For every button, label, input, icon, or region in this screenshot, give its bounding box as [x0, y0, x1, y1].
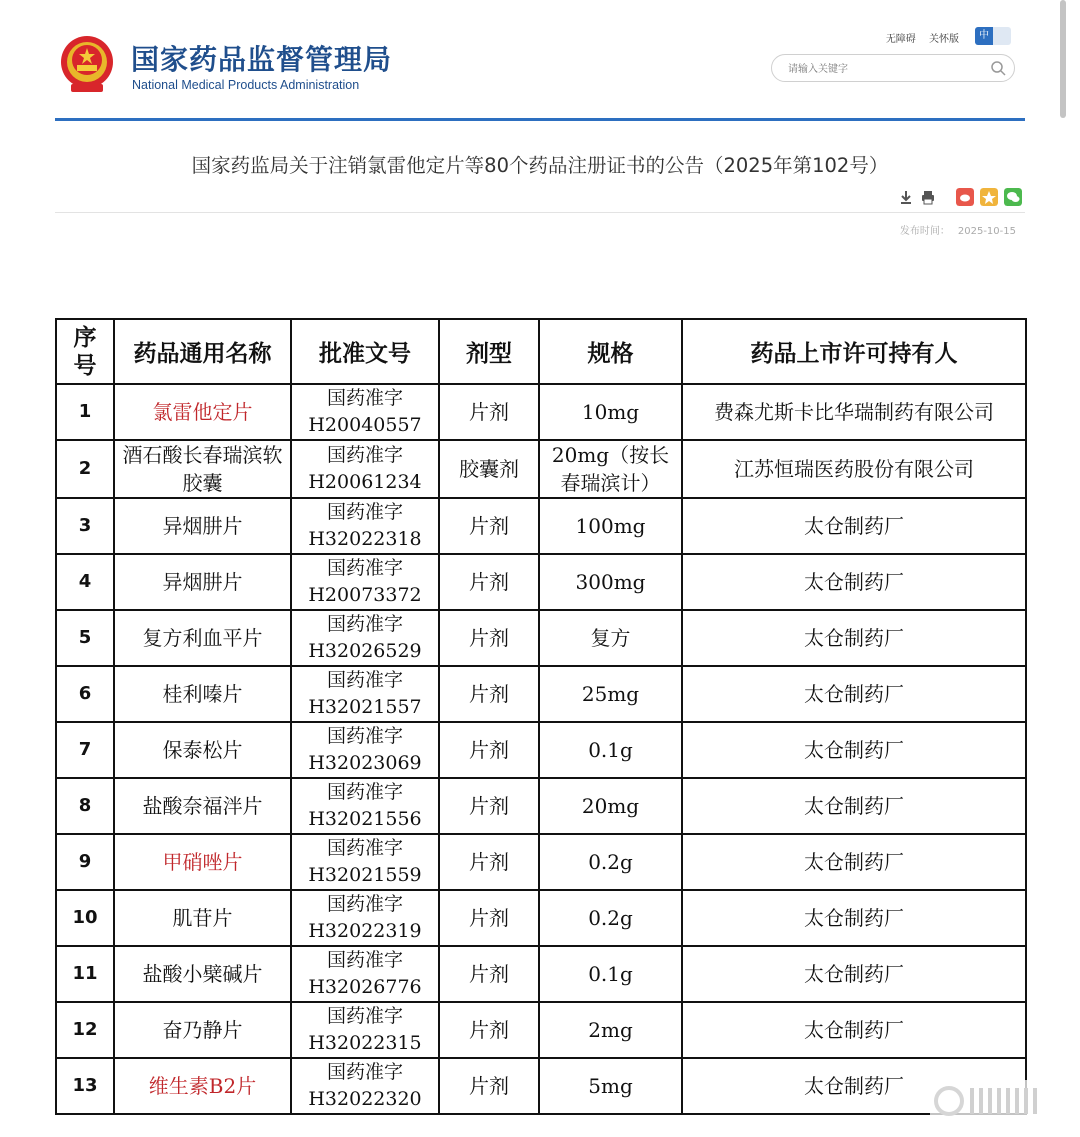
cell-spec: 0.2g [539, 834, 682, 890]
approval-prefix: 国药准字 [326, 949, 403, 971]
cell-seq: 8 [56, 778, 114, 834]
approval-number: H32022318 [308, 528, 422, 550]
cell-approval [291, 946, 439, 1002]
cell-holder: 太仓制药厂 [682, 722, 1026, 778]
approval-number: H32021559 [308, 864, 422, 886]
language-toggle[interactable] [975, 27, 1011, 45]
approval-prefix: 国药准字 [326, 837, 403, 859]
cell-spec: 0.1g [539, 946, 682, 1002]
approval-number: H32021557 [308, 696, 422, 718]
table-row [56, 498, 1026, 554]
approval-number: H32022320 [308, 1088, 422, 1110]
approval-prefix: 国药准字 [326, 893, 403, 915]
cell-dosage-form: 片剂 [439, 890, 539, 946]
site-title[interactable]: 国家药品监督管理局 [131, 43, 393, 76]
table-row [56, 890, 1026, 946]
cell-spec: 100mg [539, 498, 682, 554]
cell-dosage-form: 片剂 [439, 554, 539, 610]
watermark-bars [970, 1088, 1037, 1114]
approval-prefix: 国药准字 [326, 781, 403, 803]
table-row [56, 440, 1026, 498]
search-box[interactable] [771, 54, 1015, 82]
download-icon[interactable] [898, 189, 914, 205]
table-row [56, 1058, 1026, 1114]
cell-spec: 5mg [539, 1058, 682, 1114]
cell-seq: 7 [56, 722, 114, 778]
approval-prefix: 国药准字 [326, 725, 403, 747]
approval-number: H32026776 [308, 976, 422, 998]
approval-prefix: 国药准字 [326, 387, 403, 409]
cell-approval [291, 554, 439, 610]
cell-spec: 20mg（按长春瑞滨计） [539, 440, 682, 498]
cell-drug-name: 保泰松片 [114, 722, 291, 778]
cell-dosage-form: 胶囊剂 [439, 440, 539, 498]
header-divider [55, 118, 1025, 121]
cell-holder: 太仓制药厂 [682, 554, 1026, 610]
approval-number: H32022315 [308, 1032, 422, 1054]
cell-dosage-form: 片剂 [439, 778, 539, 834]
table-row [56, 834, 1026, 890]
cell-drug-name: 复方利血平片 [114, 610, 291, 666]
print-icon[interactable] [920, 189, 936, 205]
table-row [56, 554, 1026, 610]
cell-dosage-form: 片剂 [439, 722, 539, 778]
header-form: 剂型 [439, 319, 539, 384]
cell-seq: 4 [56, 554, 114, 610]
table-row [56, 946, 1026, 1002]
watermark [930, 1080, 1060, 1120]
publish-date-label: 发布时间： [899, 226, 950, 237]
cell-spec: 20mg [539, 778, 682, 834]
cell-approval [291, 890, 439, 946]
cell-approval [291, 778, 439, 834]
table-row [56, 722, 1026, 778]
site-subtitle: National Medical Products Administration [132, 78, 360, 92]
approval-prefix: 国药准字 [326, 557, 403, 579]
cell-approval [291, 384, 439, 440]
cell-dosage-form: 片剂 [439, 1058, 539, 1114]
cell-spec: 0.1g [539, 722, 682, 778]
cell-approval [291, 1002, 439, 1058]
header-name: 药品通用名称 [114, 319, 291, 384]
site-header [55, 30, 1025, 120]
cell-approval [291, 610, 439, 666]
cell-approval [291, 498, 439, 554]
approval-number: H32021556 [308, 808, 422, 830]
cell-drug-name: 肌苷片 [114, 890, 291, 946]
header-holder: 药品上市许可持有人 [682, 319, 1026, 384]
accessibility-link[interactable]: 无障碍 [885, 34, 916, 45]
elderly-mode-link[interactable]: 关怀版 [929, 34, 959, 45]
table-row [56, 666, 1026, 722]
header-seq-a: 序号 [73, 323, 97, 379]
cell-spec: 复方 [539, 610, 682, 666]
cell-dosage-form: 片剂 [439, 666, 539, 722]
cell-drug-name: 盐酸奈福泮片 [114, 778, 291, 834]
cell-seq: 1 [56, 384, 114, 440]
header-approval: 批准文号 [291, 319, 439, 384]
cell-drug-name: 奋乃静片 [114, 1002, 291, 1058]
table-header-row [56, 319, 1026, 384]
cell-holder: 太仓制药厂 [682, 834, 1026, 890]
cell-approval [291, 722, 439, 778]
cell-drug-name: 酒石酸长春瑞滨软胶囊 [114, 440, 291, 498]
approval-prefix: 国药准字 [326, 501, 403, 523]
cell-holder: 太仓制药厂 [682, 610, 1026, 666]
cell-dosage-form: 片剂 [439, 498, 539, 554]
cell-drug-name: 桂利嗪片 [114, 666, 291, 722]
approval-number: H20061234 [308, 471, 422, 493]
cell-holder: 太仓制药厂 [682, 666, 1026, 722]
cell-drug-name: 盐酸小檗碱片 [114, 946, 291, 1002]
cell-seq: 9 [56, 834, 114, 890]
cell-drug-name: 异烟肼片 [114, 498, 291, 554]
cell-seq: 11 [56, 946, 114, 1002]
cell-seq: 2 [56, 440, 114, 498]
cell-dosage-form: 片剂 [439, 610, 539, 666]
share-wechat-icon[interactable] [1004, 188, 1022, 206]
cell-dosage-form: 片剂 [439, 946, 539, 1002]
language-zh[interactable]: 中 [975, 27, 993, 45]
table-row [56, 1002, 1026, 1058]
cell-holder: 费森尤斯卡比华瑞制药有限公司 [682, 384, 1026, 440]
cell-holder: 太仓制药厂 [682, 1002, 1026, 1058]
approval-number: H32023069 [308, 752, 422, 774]
table-row [56, 384, 1026, 440]
cell-seq: 12 [56, 1002, 114, 1058]
cell-spec: 2mg [539, 1002, 682, 1058]
table-row [56, 778, 1026, 834]
cell-seq: 13 [56, 1058, 114, 1114]
cell-holder: 太仓制药厂 [682, 778, 1026, 834]
top-links [876, 30, 959, 45]
cell-spec: 25mg [539, 666, 682, 722]
cell-dosage-form: 片剂 [439, 384, 539, 440]
cell-holder: 江苏恒瑞医药股份有限公司 [682, 440, 1026, 498]
cell-drug-name: 异烟肼片 [114, 554, 291, 610]
approval-number: H32022319 [308, 920, 422, 942]
cell-seq: 6 [56, 666, 114, 722]
watermark-circle [934, 1086, 964, 1116]
cell-spec: 300mg [539, 554, 682, 610]
cell-approval [291, 440, 439, 498]
cell-holder: 太仓制药厂 [682, 890, 1026, 946]
article-divider [55, 212, 1025, 213]
publish-date [900, 222, 1016, 237]
cell-spec: 0.2g [539, 890, 682, 946]
approval-number: H20073372 [308, 584, 422, 606]
cell-seq: 5 [56, 610, 114, 666]
cell-approval [291, 834, 439, 890]
publish-date-value: 2025-10-15 [957, 226, 1016, 237]
cell-seq: 10 [56, 890, 114, 946]
header-spec: 规格 [539, 319, 682, 384]
approval-prefix: 国药准字 [326, 1005, 403, 1027]
cell-approval [291, 1058, 439, 1114]
cell-holder: 太仓制药厂 [682, 946, 1026, 1002]
cell-holder: 太仓制药厂 [682, 1058, 1026, 1114]
cell-holder: 太仓制药厂 [682, 498, 1026, 554]
cell-drug-name: 氯雷他定片 [114, 384, 291, 440]
cell-dosage-form: 片剂 [439, 834, 539, 890]
approval-prefix: 国药准字 [326, 613, 403, 635]
approval-number: H20040557 [308, 414, 422, 436]
approval-prefix: 国药准字 [326, 444, 403, 466]
article-title: 国家药监局关于注销氯雷他定片等80个药品注册证书的公告（2025年第102号） [191, 154, 889, 177]
approval-prefix: 国药准字 [326, 1061, 403, 1083]
table-row [56, 610, 1026, 666]
cell-drug-name: 甲硝唑片 [114, 834, 291, 890]
header-seq [56, 319, 114, 384]
approval-prefix: 国药准字 [326, 669, 403, 691]
cell-approval [291, 666, 439, 722]
cell-drug-name: 维生素B2片 [114, 1058, 291, 1114]
share-weibo-icon[interactable] [956, 188, 974, 206]
national-emblem-icon [59, 34, 115, 94]
approval-number: H32026529 [308, 640, 422, 662]
search-icon[interactable] [990, 60, 1006, 76]
cell-seq: 3 [56, 498, 114, 554]
cell-spec: 10mg [539, 384, 682, 440]
drug-registration-table [55, 318, 1027, 1115]
search-input[interactable] [786, 60, 980, 78]
share-qzone-icon[interactable] [980, 188, 998, 206]
cell-dosage-form: 片剂 [439, 1002, 539, 1058]
article-tools [898, 188, 1022, 206]
scrollbar[interactable] [1060, 0, 1066, 118]
